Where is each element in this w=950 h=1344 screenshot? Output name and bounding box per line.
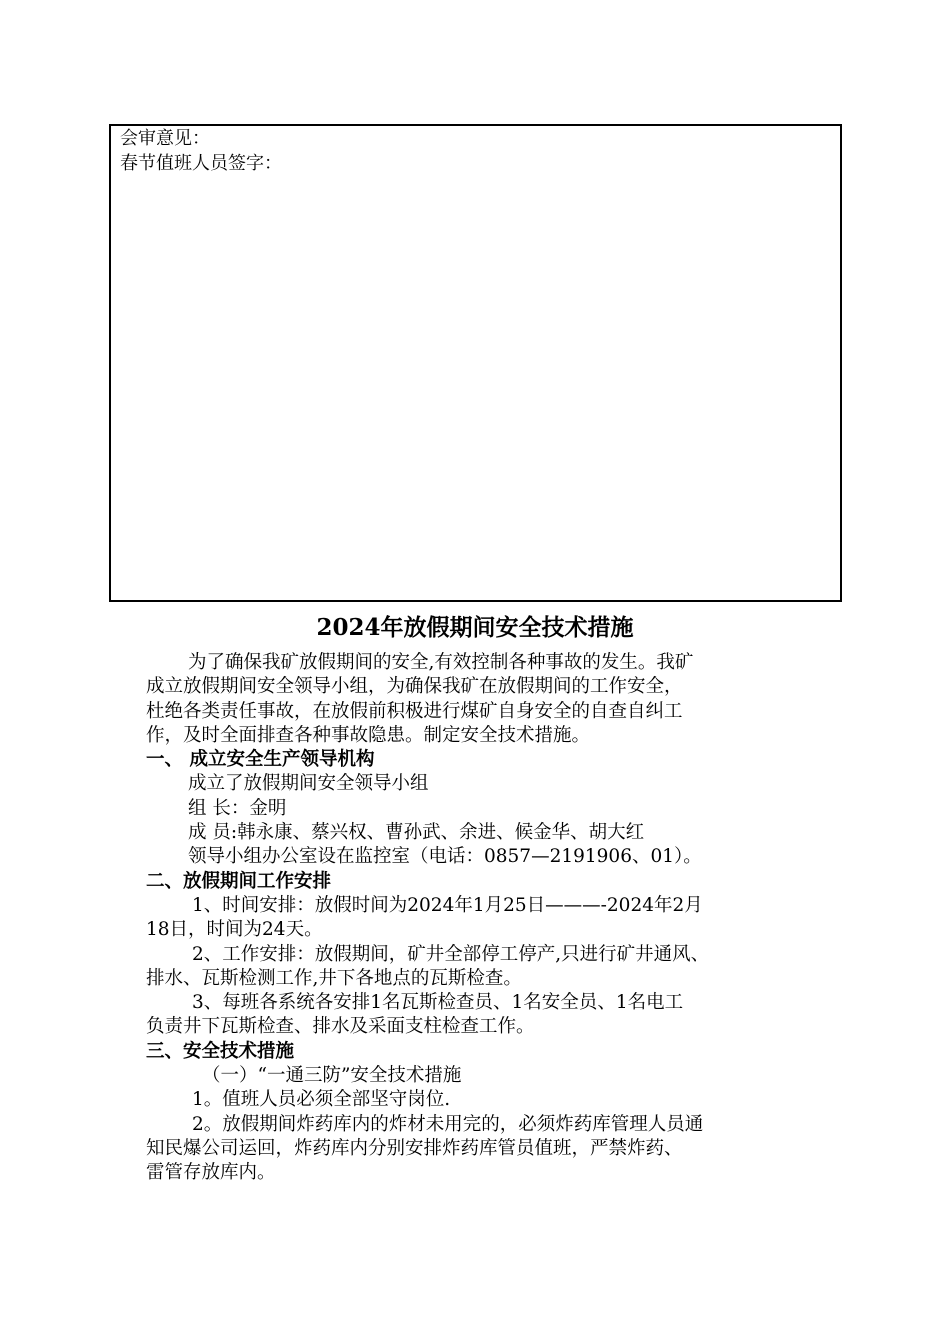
measure-item-2: 雷管存放库内。 [146, 1162, 276, 1184]
time-arrangement-line: 1、时间安排：放假时间为2024年1月25日———-2024年2月 [192, 894, 703, 916]
intro-line: 杜绝各类责任事故，在放假前积极进行煤矿自身安全的自查自纠工 [146, 700, 683, 722]
work-arrangement-line: 排水、瓦斯检测工作,井下各地点的瓦斯检查。 [146, 967, 522, 989]
subsection-heading: （一）“一通三防”安全技术措施 [202, 1065, 462, 1087]
intro-line: 作，及时全面排查各种事故隐患。制定安全技术措施。 [146, 724, 591, 746]
intro-line: 为了确保我矿放假期间的安全,有效控制各种事故的发生。我矿 [188, 652, 694, 673]
section-heading-1: 一、 成立安全生产领导机构 [146, 749, 375, 771]
section-heading-2: 二、放假期间工作安排 [146, 870, 332, 892]
time-arrangement-line: 18日，时间为24天。 [146, 919, 323, 941]
measure-item-2: 2。放假期间炸药库内的炸材未用完的，必须炸药库管理人员通 [192, 1113, 704, 1135]
document-body [146, 651, 814, 1186]
shift-staffing-line: 负责井下瓦斯检查、排水及采面支柱检查工作。 [146, 1016, 535, 1038]
review-opinion-label: 会审意见： [120, 128, 210, 149]
members-line: 成 员:韩永康、蔡兴权、曹孙武、余进、候金华、胡大红 [188, 822, 645, 844]
intro-line: 成立放假期间安全领导小组，为确保我矿在放假期间的工作安全， [146, 676, 683, 698]
office-phone-line: 领导小组办公室设在监控室（电话：0857—2191906、01）。 [188, 846, 702, 868]
section-heading-3: 三、安全技术措施 [146, 1040, 295, 1062]
work-arrangement-line: 2、工作安排：放假期间，矿井全部停工停产,只进行矿井通风、 [192, 943, 710, 965]
section1-line: 成立了放假期间安全领导小组 [188, 773, 429, 795]
review-signature-box [109, 124, 842, 602]
measure-item-1: 1。值班人员必须全部坚守岗位. [192, 1089, 451, 1111]
document-title: 2024年放假期间安全技术措施 [316, 614, 634, 641]
duty-signature-label: 春节值班人员签字： [120, 153, 282, 174]
shift-staffing-line: 3、每班各系统各安排1名瓦斯检查员、1名安全员、1名电工 [192, 992, 684, 1014]
leader-line: 组 长：金明 [188, 797, 287, 819]
measure-item-2: 知民爆公司运回，炸药库内分别安排炸药库管员值班，严禁炸药、 [146, 1137, 683, 1159]
